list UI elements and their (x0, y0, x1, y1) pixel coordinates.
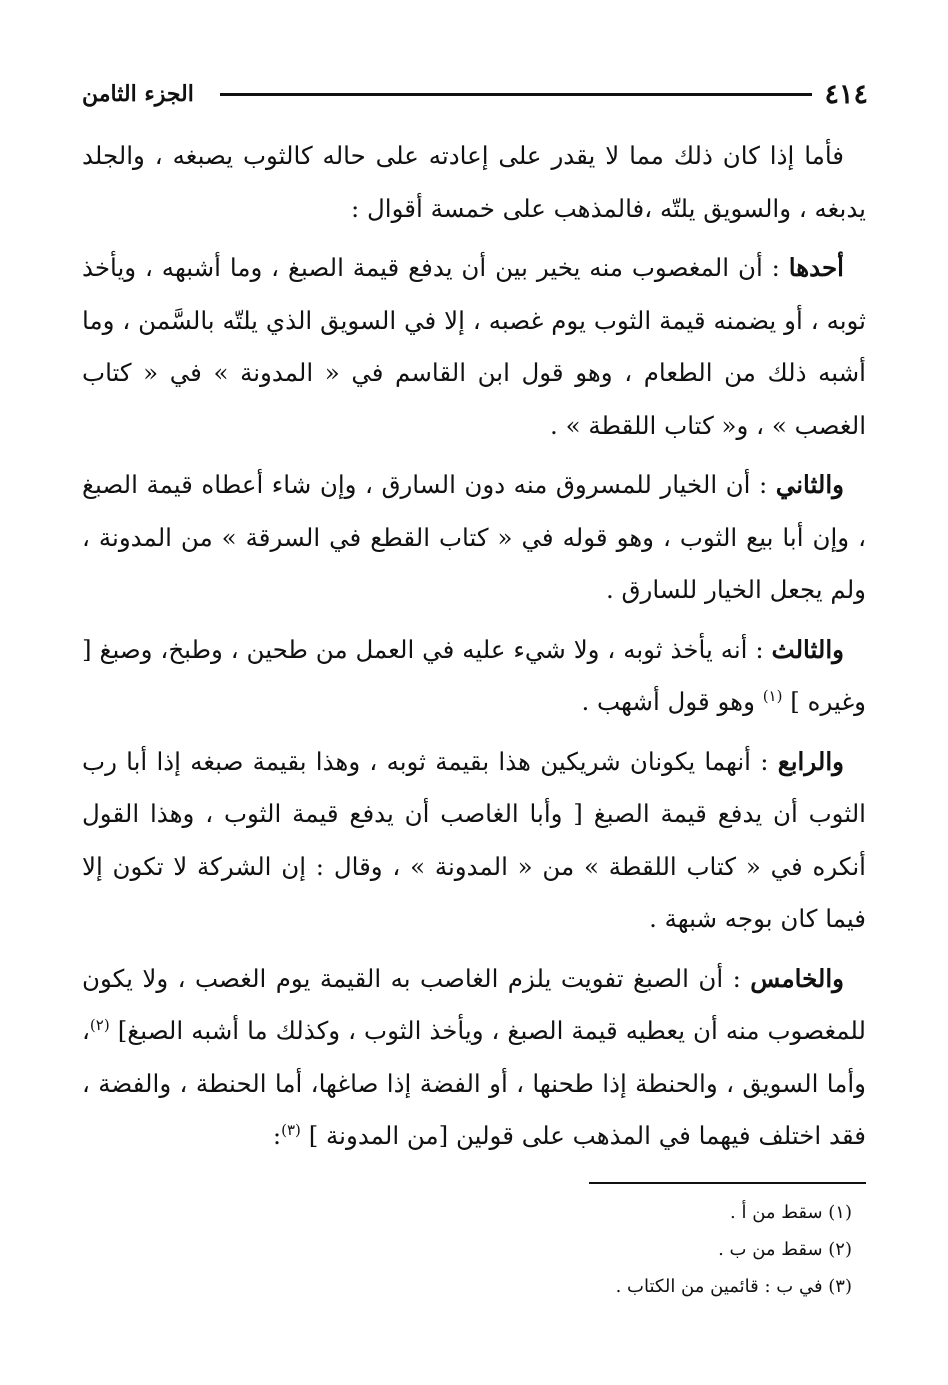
paragraph-lead: والرابع (777, 746, 844, 776)
paragraph-fifth-opinion (82, 953, 866, 1163)
paragraph-first-opinion (82, 242, 866, 452)
paragraph-intro (82, 130, 866, 235)
paragraph-text: : أنهما يكونان شريكين هذا بقيمة ثوبه ، وهذا بقيمة صبغه إذا أبا رب الثوب أن يدفع قيمة الصبغ [ وأبا الغاصب أن يدفع قيمة الثوب ، وهذا القول أنكره في « كتاب اللقطة » من « المدونة » ، وقال : إن الشركة لا تكون إلا فيما كان بوجه شبهة . (82, 746, 866, 933)
footnote-item: (٢) سقط من ب . (718, 1239, 852, 1260)
footnote-ref[interactable]: (٣) (281, 1120, 301, 1139)
page-number: ٤١٤ (824, 78, 868, 110)
footnotes (82, 1194, 852, 1305)
footnote-item: (١) سقط من أ . (730, 1202, 852, 1223)
paragraph-text-tail: ، وأما السويق ، والحنطة إذا طحنها ، أو الفضة إذا صاغها، أما الحنطة ، والفضة ، فقد اختلف فيهما في المذهب على قولين [من المدونة ] (82, 1016, 866, 1150)
paragraph-second-opinion (82, 459, 866, 617)
footnote-ref[interactable]: (٢) (89, 1015, 110, 1034)
paragraph-lead: والثاني (775, 470, 844, 499)
paragraph-text: : أن الصبغ تفويت يلزم الغاصب به القيمة يوم الغصب ، ولا يكون للمغصوب منه أن يعطيه قيمة الصبغ ، ويأخذ الثوب ، وكذلك ما أشبه الصبغ] (82, 963, 866, 1045)
footnote-separator (589, 1182, 866, 1184)
paragraph-text: : أن المغصوب منه يخير بين أن يدفع قيمة الصبغ ، وما أشبهه ، ويأخذ ثوبه ، أو يضمنه قيمة الثوب يوم غصبه ، إلا في السويق الذي يلتّه بالسَّمن ، وما أشبه ذلك من الطعام ، وهو قول ابن القاسم في « المدونة » في « كتاب الغصب » ، و« كتاب اللقطة » . (82, 253, 866, 440)
footnote-ref[interactable]: (١) (762, 686, 783, 705)
footnote-item: (٣) في ب : قائمين من الكتاب . (615, 1276, 852, 1297)
main-text (82, 130, 866, 1163)
paragraph-text: : أن الخيار للمسروق منه دون السارق ، وإن شاء أعطاه قيمة الصبغ ، وإن أبا بيع الثوب ، وهو قوله في « كتاب القطع في السرقة » من المدونة ، ولم يجعل الخيار للسارق . (82, 470, 866, 604)
paragraph-text-tail: وهو قول أشهب . (581, 687, 763, 716)
paragraph-third-opinion (82, 624, 866, 729)
paragraph-fourth-opinion (82, 736, 866, 946)
page-header (82, 72, 868, 116)
paragraph-text: : أنه يأخذ ثوبه ، ولا شيء عليه في العمل من طحين ، وطبخ، وصبغ [ وغيره ] (82, 634, 866, 716)
running-title: الجزء الثامن (82, 81, 194, 107)
paragraph-text: فأما إذا كان ذلك مما لا يقدر على إعادته على حاله كالثوب يصبغه ، والجلد يدبغه ، والسويق يلتّه ،فالمذهب على خمسة أقوال : (82, 141, 866, 223)
header-rule (220, 93, 813, 96)
paragraph-lead: أحدها (788, 253, 844, 282)
paragraph-text-tail: : (272, 1121, 282, 1150)
paragraph-lead: والخامس (750, 963, 844, 993)
paragraph-lead: والثالث (771, 634, 844, 664)
